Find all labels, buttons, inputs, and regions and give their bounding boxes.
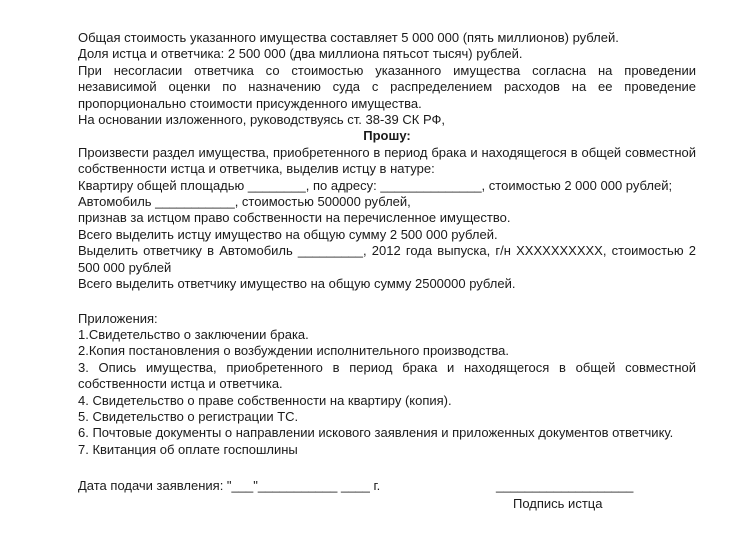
request-heading: Прошу: [363, 128, 411, 144]
attachment-item: 6. Почтовые документы о направлении искового заявления и приложенных документов ответчику. [78, 425, 674, 441]
paragraph-car: Автомобиль ___________, стоимостью 500000 рублей, [78, 194, 411, 210]
paragraph-total-plaintiff: Всего выделить истцу имущество на общую сумму 2 500 000 рублей. [78, 226, 498, 242]
paragraph-share: Доля истца и ответчика: 2 500 000 (два миллиона пятьсот тысяч) рублей. [78, 46, 523, 62]
filing-date-line: Дата подачи заявления: "___"___________ ____ г. [78, 478, 381, 494]
paragraph-total-cost: Общая стоимость указанного имущества составляет 5 000 000 (пять миллионов) рублей. [78, 30, 619, 45]
document-body [78, 30, 696, 512]
spacer [78, 458, 696, 478]
attachment-item: 2.Копия постановления о возбуждении исполнительного производства. [78, 343, 509, 359]
attachment-item: 5. Свидетельство о регистрации ТС. [78, 408, 299, 424]
paragraph-division: Произвести раздел имущества, приобретенного в период брака и находящегося в общей совместной собственности истца и ответчика, выделив истцу в натуре: [78, 144, 696, 177]
paragraph-defendant-car: Выделить ответчику в Автомобиль _________, 2012 года выпуска, г/н XXXXXXXXXX, стоимостью 2 500 000 рублей [78, 243, 696, 275]
signature-caption: Подпись истца [513, 496, 603, 512]
paragraph-total-defendant: Всего выделить ответчику имущество на общую сумму 2500000 рублей. [78, 276, 516, 292]
attachment-item: 4. Свидетельство о праве собственности на квартиру (копия). [78, 392, 452, 408]
spacer [78, 293, 696, 311]
attachment-item: 1.Свидетельство о заключении брака. [78, 326, 309, 342]
attachment-item: 7. Квитанция об оплате госпошлины [78, 441, 298, 457]
attachments-title: Приложения: [78, 310, 158, 326]
paragraph-disagreement: При несогласии ответчика со стоимостью указанного имущества согласна на проведении независимой оценки по назначению суда с распределением расходов на ее проведение пропорционально стоимости присужденного имущества. [78, 62, 696, 111]
attachment-item: 3. Опись имущества, приобретенного в период брака и находящегося в общей совместной собственности истца и ответчика. [78, 359, 696, 392]
paragraph-grounds: На основании изложенного, руководствуясь ст. 38-39 СК РФ, [78, 112, 445, 128]
signature-row [78, 478, 696, 512]
paragraph-ownership: признав за истцом право собственности на перечисленное имущество. [78, 210, 511, 226]
paragraph-apartment: Квартиру общей площадью ________, по адресу: ______________, стоимостью 2 000 000 рублей; [78, 177, 673, 193]
signature-line: ___________________ [496, 478, 634, 494]
